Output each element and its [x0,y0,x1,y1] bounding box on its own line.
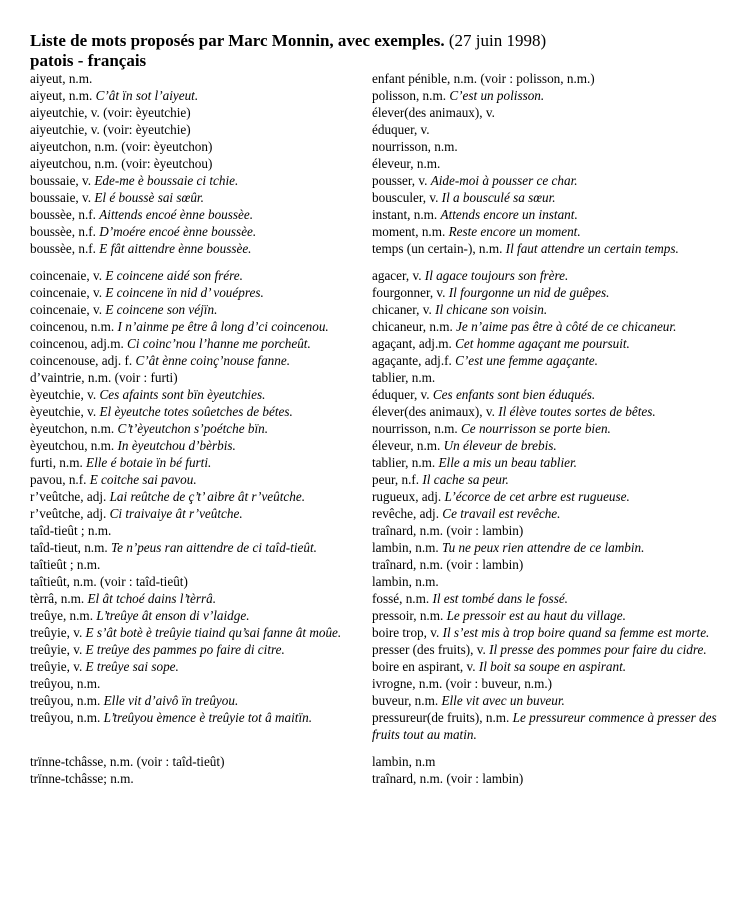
entry-headword: r’veûtche, adj. [30,489,110,504]
french-entry [372,675,720,692]
patois-entry [30,70,372,87]
entry-example: C’est un polisson. [449,88,545,103]
french-entry [372,206,720,223]
entry-headword: pressoir, n.m. [372,608,447,623]
entry-example: Il faut attendre un certain temps. [505,241,679,256]
french-entry [372,121,720,138]
entry-example: Ce nourrisson se porte bien. [461,421,611,436]
patois-entry [30,301,372,318]
french-entry [372,403,720,420]
french-entry [372,138,720,155]
french-entry [372,753,720,770]
entry-headword: traînard, n.m. (voir : lambin) [372,557,524,572]
entry-headword: lambin, n.m. [372,540,442,555]
entry-headword: nourrisson, n.m. [372,421,462,436]
patois-entry [30,189,372,206]
entry-headword: éleveur, n.m. [372,438,444,453]
glossary-row [30,284,720,301]
glossary-row [30,539,720,556]
glossary-row [30,420,720,437]
glossary-row [30,267,720,284]
glossary-row [30,352,720,369]
glossary-row [30,607,720,624]
entry-headword: èyeutchon, n.m. [30,421,118,436]
french-entry [372,104,720,121]
entry-headword: lambin, n.m. [372,574,439,589]
group-spacer [30,257,720,267]
entry-headword: élever(des animaux), v. [372,404,499,419]
patois-entry [30,692,372,709]
patois-entry [30,709,372,743]
entry-headword: tablier, n.m. [372,370,436,385]
glossary-table [30,70,720,787]
entry-example: E treûye des pammes po faire di citre. [85,642,285,657]
french-entry [372,709,720,743]
entry-example: Il agace toujours son frère. [424,268,569,283]
glossary-row [30,335,720,352]
entry-headword: pressureur(de fruits), n.m. [372,710,513,725]
entry-headword: buveur, n.m. [372,693,442,708]
entry-example: C’t’èyeutchon s’poétche bïn. [117,421,269,436]
entry-headword: revêche, adj. [372,506,443,521]
patois-entry [30,641,372,658]
glossary-row [30,172,720,189]
patois-entry [30,539,372,556]
patois-entry [30,172,372,189]
glossary-row [30,753,720,770]
entry-headword: boussaie, v. [30,190,95,205]
entry-example: E fât aittendre ènne boussèe. [99,241,252,256]
patois-entry [30,284,372,301]
entry-example: E coincene son véjïn. [105,302,218,317]
french-entry [372,505,720,522]
entry-example: Ces afaints sont bïn èyeutchies. [99,387,266,402]
entry-headword: polisson, n.m. [372,88,450,103]
entry-headword: aiyeutchou, n.m. (voir: èyeutchou) [30,156,213,171]
french-entry [372,692,720,709]
title-text: Liste de mots proposés par Marc Monnin, avec exemples. [30,31,445,50]
entry-example: L’treûyou èmence è treûyie tot â maitïn. [103,710,312,725]
patois-entry [30,505,372,522]
french-entry [372,420,720,437]
entry-example: C’ât ènne coinç’nouse fanne. [135,353,291,368]
patois-entry [30,403,372,420]
glossary-row [30,675,720,692]
entry-example: Je n’aime pas être à côté de ce chicaneur. [456,319,677,334]
entry-headword: rugueux, adj. [372,489,445,504]
patois-entry [30,87,372,104]
entry-example: Il chicane son voisin. [435,302,548,317]
entry-example: Le pressoir est au haut du village. [446,608,626,623]
entry-example: Reste encore un moment. [448,224,581,239]
entry-headword: agaçante, adj.f. [372,353,456,368]
entry-headword: d’vaintrie, n.m. (voir : furti) [30,370,178,385]
entry-example: Attends encore un instant. [440,207,578,222]
entry-headword: peur, n.f. [372,472,423,487]
glossary-row [30,223,720,240]
entry-headword: instant, n.m. [372,207,441,222]
entry-headword: tèrrâ, n.m. [30,591,88,606]
entry-headword: treûyie, v. [30,625,86,640]
entry-headword: èyeutchou, n.m. [30,438,118,453]
entry-headword: éduquer, v. [372,122,430,137]
french-entry [372,437,720,454]
patois-entry [30,437,372,454]
entry-headword: trïnne-tchâsse, n.m. (voir : taîd-tieût) [30,754,225,769]
entry-example: Le pressureur commence à presser des fruits tout au matin. [372,710,717,742]
entry-example: Il boit sa soupe en aspirant. [478,659,627,674]
entry-headword: coincenaie, v. [30,285,106,300]
glossary-row [30,87,720,104]
entry-example: Il a bousculé sa sœur. [441,190,556,205]
group-spacer [30,743,720,753]
french-entry [372,454,720,471]
entry-headword: presser (des fruits), v. [372,642,490,657]
entry-example: Te n’peus ran aittendre de ci taîd-tieût. [110,540,317,555]
entry-example: Il s’est mis à trop boire quand sa femme est morte. [442,625,710,640]
french-entry [372,573,720,590]
entry-example: Elle vit d’aivô ïn treûyou. [103,693,239,708]
entry-headword: aiyeut, n.m. [30,71,93,86]
entry-example: Il fourgonne un nid de guêpes. [448,285,610,300]
glossary-row [30,770,720,787]
entry-example: Ces enfants sont bien éduqués. [432,387,596,402]
patois-entry [30,206,372,223]
entry-headword: élever(des animaux), v. [372,105,495,120]
entry-headword: aiyeut, n.m. [30,88,96,103]
document-subtitle: patois - français [30,51,147,70]
entry-example: I n’ainme pe être â long d’ci coincenou. [117,319,329,334]
glossary-row [30,206,720,223]
entry-headword: tablier, n.m. [372,455,439,470]
entry-example: D’moére encoé ènne boussèe. [99,224,257,239]
glossary-row [30,155,720,172]
patois-entry [30,454,372,471]
patois-entry [30,121,372,138]
french-entry [372,335,720,352]
entry-headword: ivrogne, n.m. (voir : buveur, n.m.) [372,676,553,691]
entry-headword: chicaneur, n.m. [372,319,457,334]
patois-entry [30,573,372,590]
entry-example: C’est une femme agaçante. [455,353,598,368]
title-date: (27 juin 1998) [444,31,547,50]
patois-entry [30,770,372,787]
glossary-row [30,386,720,403]
entry-example: El èyeutche totes soûetches de bétes. [99,404,293,419]
glossary-row [30,641,720,658]
glossary-row [30,505,720,522]
entry-headword: aiyeutchie, v. (voir: èyeutchie) [30,105,191,120]
entry-example: C’ât ïn sot l’aiyeut. [95,88,199,103]
glossary-row [30,301,720,318]
glossary-row [30,692,720,709]
glossary-row [30,189,720,206]
entry-headword: temps (un certain-), n.m. [372,241,506,256]
entry-headword: treûyou, n.m. [30,676,101,691]
entry-example: Il est tombé dans le fossé. [432,591,568,606]
patois-entry [30,658,372,675]
entry-headword: lambin, n.m [372,754,436,769]
entry-headword: trïnne-tchâsse; n.m. [30,771,134,786]
glossary-row [30,70,720,87]
entry-headword: taîd-tieut, n.m. [30,540,111,555]
glossary-row [30,556,720,573]
glossary-row [30,437,720,454]
glossary-row [30,488,720,505]
patois-entry [30,240,372,257]
french-entry [372,522,720,539]
glossary-row [30,318,720,335]
entry-example: Aide-moi à pousser ce char. [430,173,578,188]
entry-headword: treûyie, v. [30,659,86,674]
entry-headword: agaçant, adj.m. [372,336,456,351]
entry-headword: èyeutchie, v. [30,387,100,402]
entry-example: Il presse des pommes pour faire du cidre. [489,642,707,657]
french-entry [372,770,720,787]
entry-headword: chicaner, v. [372,302,436,317]
patois-entry [30,420,372,437]
patois-entry [30,138,372,155]
entry-headword: coincenouse, adj. f. [30,353,136,368]
entry-example: El ât tchoé dains l’tèrrâ. [87,591,217,606]
patois-entry [30,369,372,386]
entry-headword: aiyeutchie, v. (voir: èyeutchie) [30,122,191,137]
french-entry [372,369,720,386]
french-entry [372,301,720,318]
entry-example: Elle a mis un beau tablier. [438,455,577,470]
french-entry [372,386,720,403]
entry-headword: coincenou, n.m. [30,319,118,334]
french-entry [372,189,720,206]
entry-headword: éduquer, v. [372,387,433,402]
patois-entry [30,318,372,335]
french-entry [372,539,720,556]
entry-headword: éleveur, n.m. [372,156,441,171]
entry-headword: agacer, v. [372,268,425,283]
french-entry [372,318,720,335]
patois-entry [30,335,372,352]
glossary-row [30,709,720,743]
glossary-row [30,403,720,420]
entry-example: Lai reûtche de ç’t’ aibre ât r’veûtche. [109,489,306,504]
entry-headword: coincenou, adj.m. [30,336,128,351]
entry-headword: moment, n.m. [372,224,449,239]
entry-headword: fourgonner, v. [372,285,449,300]
entry-headword: boussaie, v. [30,173,95,188]
french-entry [372,87,720,104]
french-entry [372,284,720,301]
patois-entry [30,223,372,240]
glossary-row [30,240,720,257]
entry-headword: coincenaie, v. [30,268,106,283]
entry-example: L’treûye ât enson di v’laidge. [96,608,250,623]
patois-entry [30,267,372,284]
document-page [30,30,720,787]
glossary-row [30,121,720,138]
french-entry [372,488,720,505]
entry-headword: pavou, n.f. [30,472,90,487]
glossary-row [30,658,720,675]
entry-headword: treûyou, n.m. [30,710,104,725]
entry-headword: aiyeutchon, n.m. (voir: èyeutchon) [30,139,213,154]
patois-entry [30,624,372,641]
french-entry [372,607,720,624]
french-entry [372,471,720,488]
french-entry [372,223,720,240]
entry-example: Elle vit avec un buveur. [441,693,565,708]
french-entry [372,658,720,675]
entry-example: Ci traivaiye ât r’veûtche. [109,506,243,521]
entry-example: El é boussè sai sœûr. [94,190,204,205]
entry-headword: nourrisson, n.m. [372,139,458,154]
entry-headword: enfant pénible, n.m. (voir : polisson, n.m.) [372,71,595,86]
patois-entry [30,155,372,172]
entry-example: L’écorce de cet arbre est rugueuse. [444,489,630,504]
entry-example: Il élève toutes sortes de bêtes. [498,404,656,419]
patois-entry [30,675,372,692]
glossary-row [30,138,720,155]
entry-headword: taîtieût, n.m. (voir : taîd-tieût) [30,574,188,589]
entry-example: E treûye sai sope. [85,659,179,674]
glossary-row [30,454,720,471]
entry-headword: boussèe, n.f. [30,207,100,222]
entry-headword: treûyie, v. [30,642,86,657]
glossary-row [30,624,720,641]
glossary-row [30,471,720,488]
glossary-row [30,573,720,590]
french-entry [372,556,720,573]
entry-headword: bousculer, v. [372,190,442,205]
french-entry [372,172,720,189]
patois-entry [30,471,372,488]
patois-entry [30,488,372,505]
entry-headword: èyeutchie, v. [30,404,100,419]
entry-example: E coincene ïn nid d’ vouépres. [105,285,264,300]
patois-entry [30,104,372,121]
entry-headword: taîtieût ; n.m. [30,557,101,572]
entry-example: Un éleveur de brebis. [443,438,557,453]
french-entry [372,70,720,87]
patois-entry [30,556,372,573]
glossary-row [30,104,720,121]
entry-example: Aittends encoé ènne boussèe. [99,207,254,222]
entry-example: Ce travail est revêche. [442,506,561,521]
entry-example: Il cache sa peur. [422,472,509,487]
french-entry [372,155,720,172]
entry-example: Cet homme agaçant me poursuit. [455,336,630,351]
entry-headword: boire trop, v. [372,625,443,640]
entry-headword: boussèe, n.f. [30,224,100,239]
entry-example: Ci coinc’nou l’hanne me porcheût. [127,336,311,351]
patois-entry [30,590,372,607]
entry-headword: traînard, n.m. (voir : lambin) [372,523,524,538]
patois-entry [30,522,372,539]
french-entry [372,590,720,607]
entry-example: Elle é botaie ïn bé furti. [86,455,212,470]
french-entry [372,267,720,284]
entry-example: E coincene aidé son frére. [105,268,243,283]
entry-headword: coincenaie, v. [30,302,106,317]
french-entry [372,624,720,641]
french-entry [372,240,720,257]
entry-example: In èyeutchou d’bèrbis. [117,438,236,453]
patois-entry [30,386,372,403]
entry-headword: boire en aspirant, v. [372,659,479,674]
patois-entry [30,607,372,624]
entry-headword: r’veûtche, adj. [30,506,110,521]
glossary-row [30,369,720,386]
entry-headword: taîd-tieût ; n.m. [30,523,112,538]
entry-headword: fossé, n.m. [372,591,433,606]
patois-entry [30,753,372,770]
glossary-row [30,590,720,607]
french-entry [372,352,720,369]
entry-headword: treûye, n.m. [30,608,97,623]
glossary-row [30,522,720,539]
entry-headword: treûyou, n.m. [30,693,104,708]
patois-entry [30,352,372,369]
entry-example: Ede-me è boussaie ci tchie. [94,173,239,188]
entry-example: E s’ât botè è treûyie tiaind qu’sai fanne ât moûe. [85,625,342,640]
entry-headword: pousser, v. [372,173,431,188]
document-title [30,30,720,51]
entry-headword: furti, n.m. [30,455,87,470]
entry-example: Tu ne peux rien attendre de ce lambin. [441,540,645,555]
entry-example: E coitche sai pavou. [89,472,197,487]
entry-headword: traînard, n.m. (voir : lambin) [372,771,524,786]
french-entry [372,641,720,658]
entry-headword: boussèe, n.f. [30,241,100,256]
